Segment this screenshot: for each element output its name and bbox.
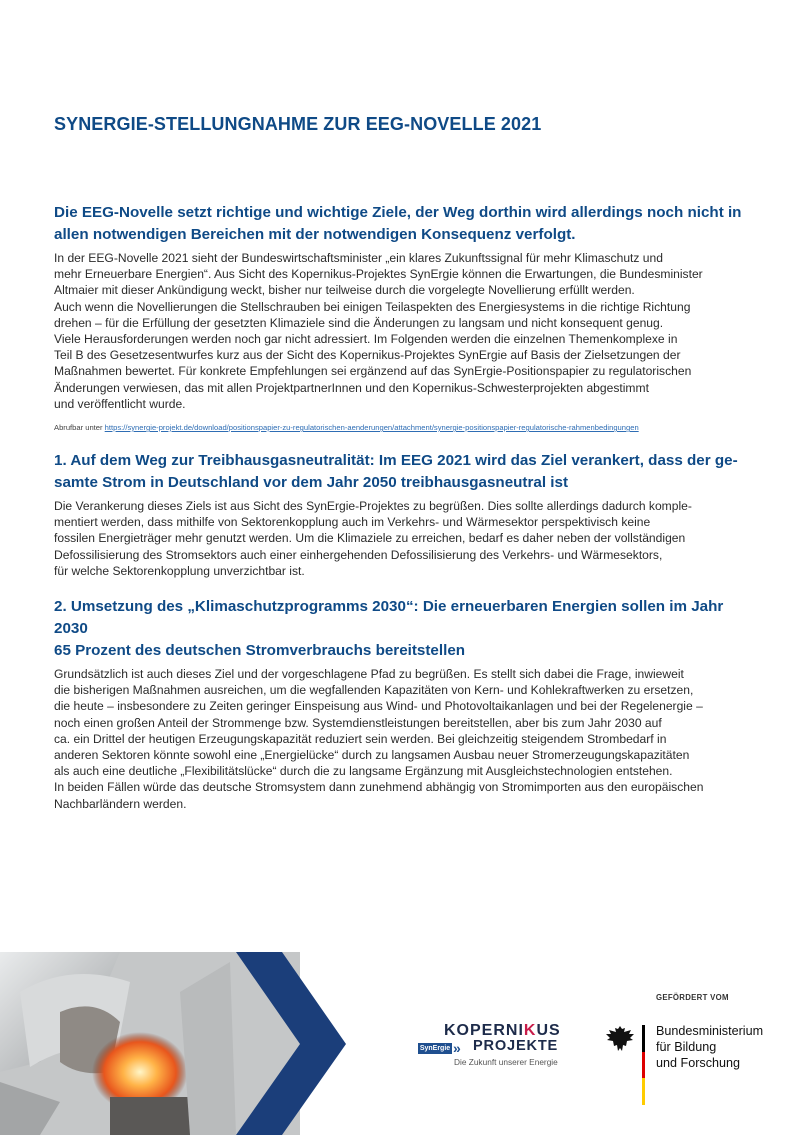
text-line: Änderungen verwiesen, das mit allen ProjektpartnerInnen und den Kopernikus-Schwesterprojekten abgestimmt (54, 380, 649, 395)
text-line: Auch wenn die Novellierungen die Stellschrauben bei einigen Teilaspekten des Energiesystems in die richtige Richtung (54, 299, 691, 314)
text-line: Maßnahmen bewertet. Für konkrete Empfehlungen sei ergänzend auf das SynErgie-Positionspapier zu regulatorischen (54, 364, 692, 379)
section-heading-line: 2. Umsetzung des „Klimaschutzprogramms 2030“: Die erneuerbaren Energien sollen im Jahr 2030 (54, 598, 724, 638)
source-prefix: Abrufbar unter (54, 423, 103, 433)
kopernikus-logo (418, 1022, 568, 1072)
german-flag-stripe (642, 1025, 645, 1105)
synergie-badge: SynErgie (419, 1045, 451, 1052)
section-1 (54, 450, 754, 579)
source-link[interactable]: https://synergie-projekt.de/download/positionspapier-zu-regulatorischen-aenderungen/attachment/synergie-positionspapier-regulatorische-rahmenbedingungen (104, 423, 639, 433)
section-1-paragraph (54, 498, 754, 579)
intro-section (54, 202, 754, 433)
text-line: die heute – insbesondere zu Zeiten geringer Einspeisung aus Wind- und Photovoltaikanlagen und bei der Regelenergie – (54, 699, 703, 714)
ministry-line: und Forschung (656, 1056, 741, 1070)
double-chevron-icon: » (453, 1040, 461, 1056)
text-line: Defossilisierung des Stromsektors auch einer einhergehenden Defossilisierung des Verkehrs- und Wärmesektors, (54, 547, 663, 562)
text-line: und veröffentlicht wurde. (54, 396, 186, 411)
intro-heading-line: allen notwendigen Bereichen mit der notwendigen Konsequenz verfolgt. (54, 226, 576, 243)
text-line: Grundsätzlich ist auch dieses Ziel und der vorgeschlagene Pfad zu begrüßen. Es stellt sich dabei die Frage, inwieweit (54, 667, 684, 682)
text-line: fossilen Energieträger mehr genutzt werden. Um die Klimaziele zu erreichen, bedarf es daher neben der vollständigen (54, 531, 686, 546)
intro-paragraph (54, 250, 754, 412)
section-heading-line: samte Strom in Deutschland vor dem Jahr 2050 treibhausgasneutral ist (54, 474, 569, 492)
funded-by-label: GEFÖRDERT VOM (656, 993, 729, 1002)
ministry-name (656, 1023, 763, 1071)
section-2-heading (54, 596, 754, 662)
text-line: mentiert werden, dass mithilfe von Sektorenkopplung auch im Verkehrs- und Wärmesektor perspektivisch keine (54, 515, 651, 530)
text-line: Nachbarländern werden. (54, 796, 187, 811)
text-line: Altmaier mit dieser Ankündigung weckt, bisher nur teilweise durch die vorgelegte Novellierung erfüllt werden. (54, 283, 635, 298)
document-title: SYNERGIE-STELLUNGNAHME ZUR EEG-NOVELLE 2021 (54, 114, 542, 134)
text-line: noch einen großen Anteil der Strommenge bzw. Systemdienstleistungen bereitstellen, aber bis zum Jahr 2030 auf (54, 715, 662, 730)
section-heading-line: 65 Prozent des deutschen Stromverbrauchs bereitstellen (54, 642, 466, 660)
section-2 (54, 596, 754, 812)
text-line: Die Verankerung dieses Ziels ist aus Sicht des SynErgie-Projektes zu begrüßen. Dies sollte allerdings dadurch komple- (54, 499, 692, 514)
text-line: die bisherigen Maßnahmen ausreichen, um die wegfallenden Kapazitäten von Kern- und Kohlekraftwerken zu ersetzen, (54, 683, 694, 698)
bmbf-logo (604, 1023, 774, 1105)
text-line: Viele Herausforderungen werden noch gar nicht adressiert. Im Folgenden werden die einzelnen Themenkomplexe in (54, 332, 678, 347)
text-line: mehr Erneuerbare Energien“. Aus Sicht des Kopernikus-Projektes SynErgie können die Erwartungen, die Bundesminister (54, 267, 703, 282)
projekte-wordmark: PROJEKTE (473, 1038, 559, 1054)
text-line: für welche Sektorenkopplung unverzichtbar ist. (54, 563, 305, 578)
document-body (54, 202, 754, 812)
intro-heading (54, 202, 754, 246)
intro-heading-line: Die EEG-Novelle setzt richtige und wichtige Ziele, der Weg dorthin wird allerdings noch nicht in (54, 204, 742, 221)
ministry-line: für Bildung (656, 1040, 717, 1054)
text-line: drehen – für die Erfüllung der gesetzten Klimaziele sind die Änderungen zu langsam und nicht konsequent genug. (54, 315, 664, 330)
text-line: als auch eine deutliche „Flexibilitätslücke“ durch die zu langsame Ergänzung mit Ausgleichstechnologien entstehen. (54, 764, 673, 779)
kopernikus-tagline: Die Zukunft unserer Energie (454, 1057, 558, 1067)
source-note (54, 423, 754, 433)
kopernikus-wordmark: KOPERNIKUS (444, 1022, 561, 1039)
ministry-line: Bundesministerium (656, 1024, 764, 1038)
text-line: anderen Sektoren könnte sowohl eine „Energielücke“ durch zu langsamen Ausbau neuer Stromerzeugungskapazitäten (54, 748, 690, 763)
text-line: In der EEG-Novelle 2021 sieht der Bundeswirtschaftsminister „ein klares Zukunftssignal für mehr Klimaschutz und (54, 251, 663, 265)
federal-eagle-icon (604, 1023, 636, 1055)
section-heading-line: 1. Auf dem Weg zur Treibhausgasneutralität: Im EEG 2021 wird das Ziel verankert, dass der ge- (54, 452, 738, 470)
section-2-paragraph (54, 666, 754, 812)
section-1-heading (54, 450, 754, 494)
chevron-arrow-icon (236, 952, 356, 1135)
text-line: In beiden Fällen würde das deutsche Stromsystem dann zunehmend abhängig von Stromimporten aus den europäischen (54, 780, 704, 795)
text-line: ca. ein Drittel der heutigen Erzeugungskapazität reduziert sein werden. Bei gleichzeitig steigendem Strombedarf in (54, 731, 667, 746)
text-line: Teil B des Gesetzesentwurfes kurz aus der Sicht des Kopernikus-Projektes SynErgie auf Basis der Zielsetzungen der (54, 348, 681, 363)
